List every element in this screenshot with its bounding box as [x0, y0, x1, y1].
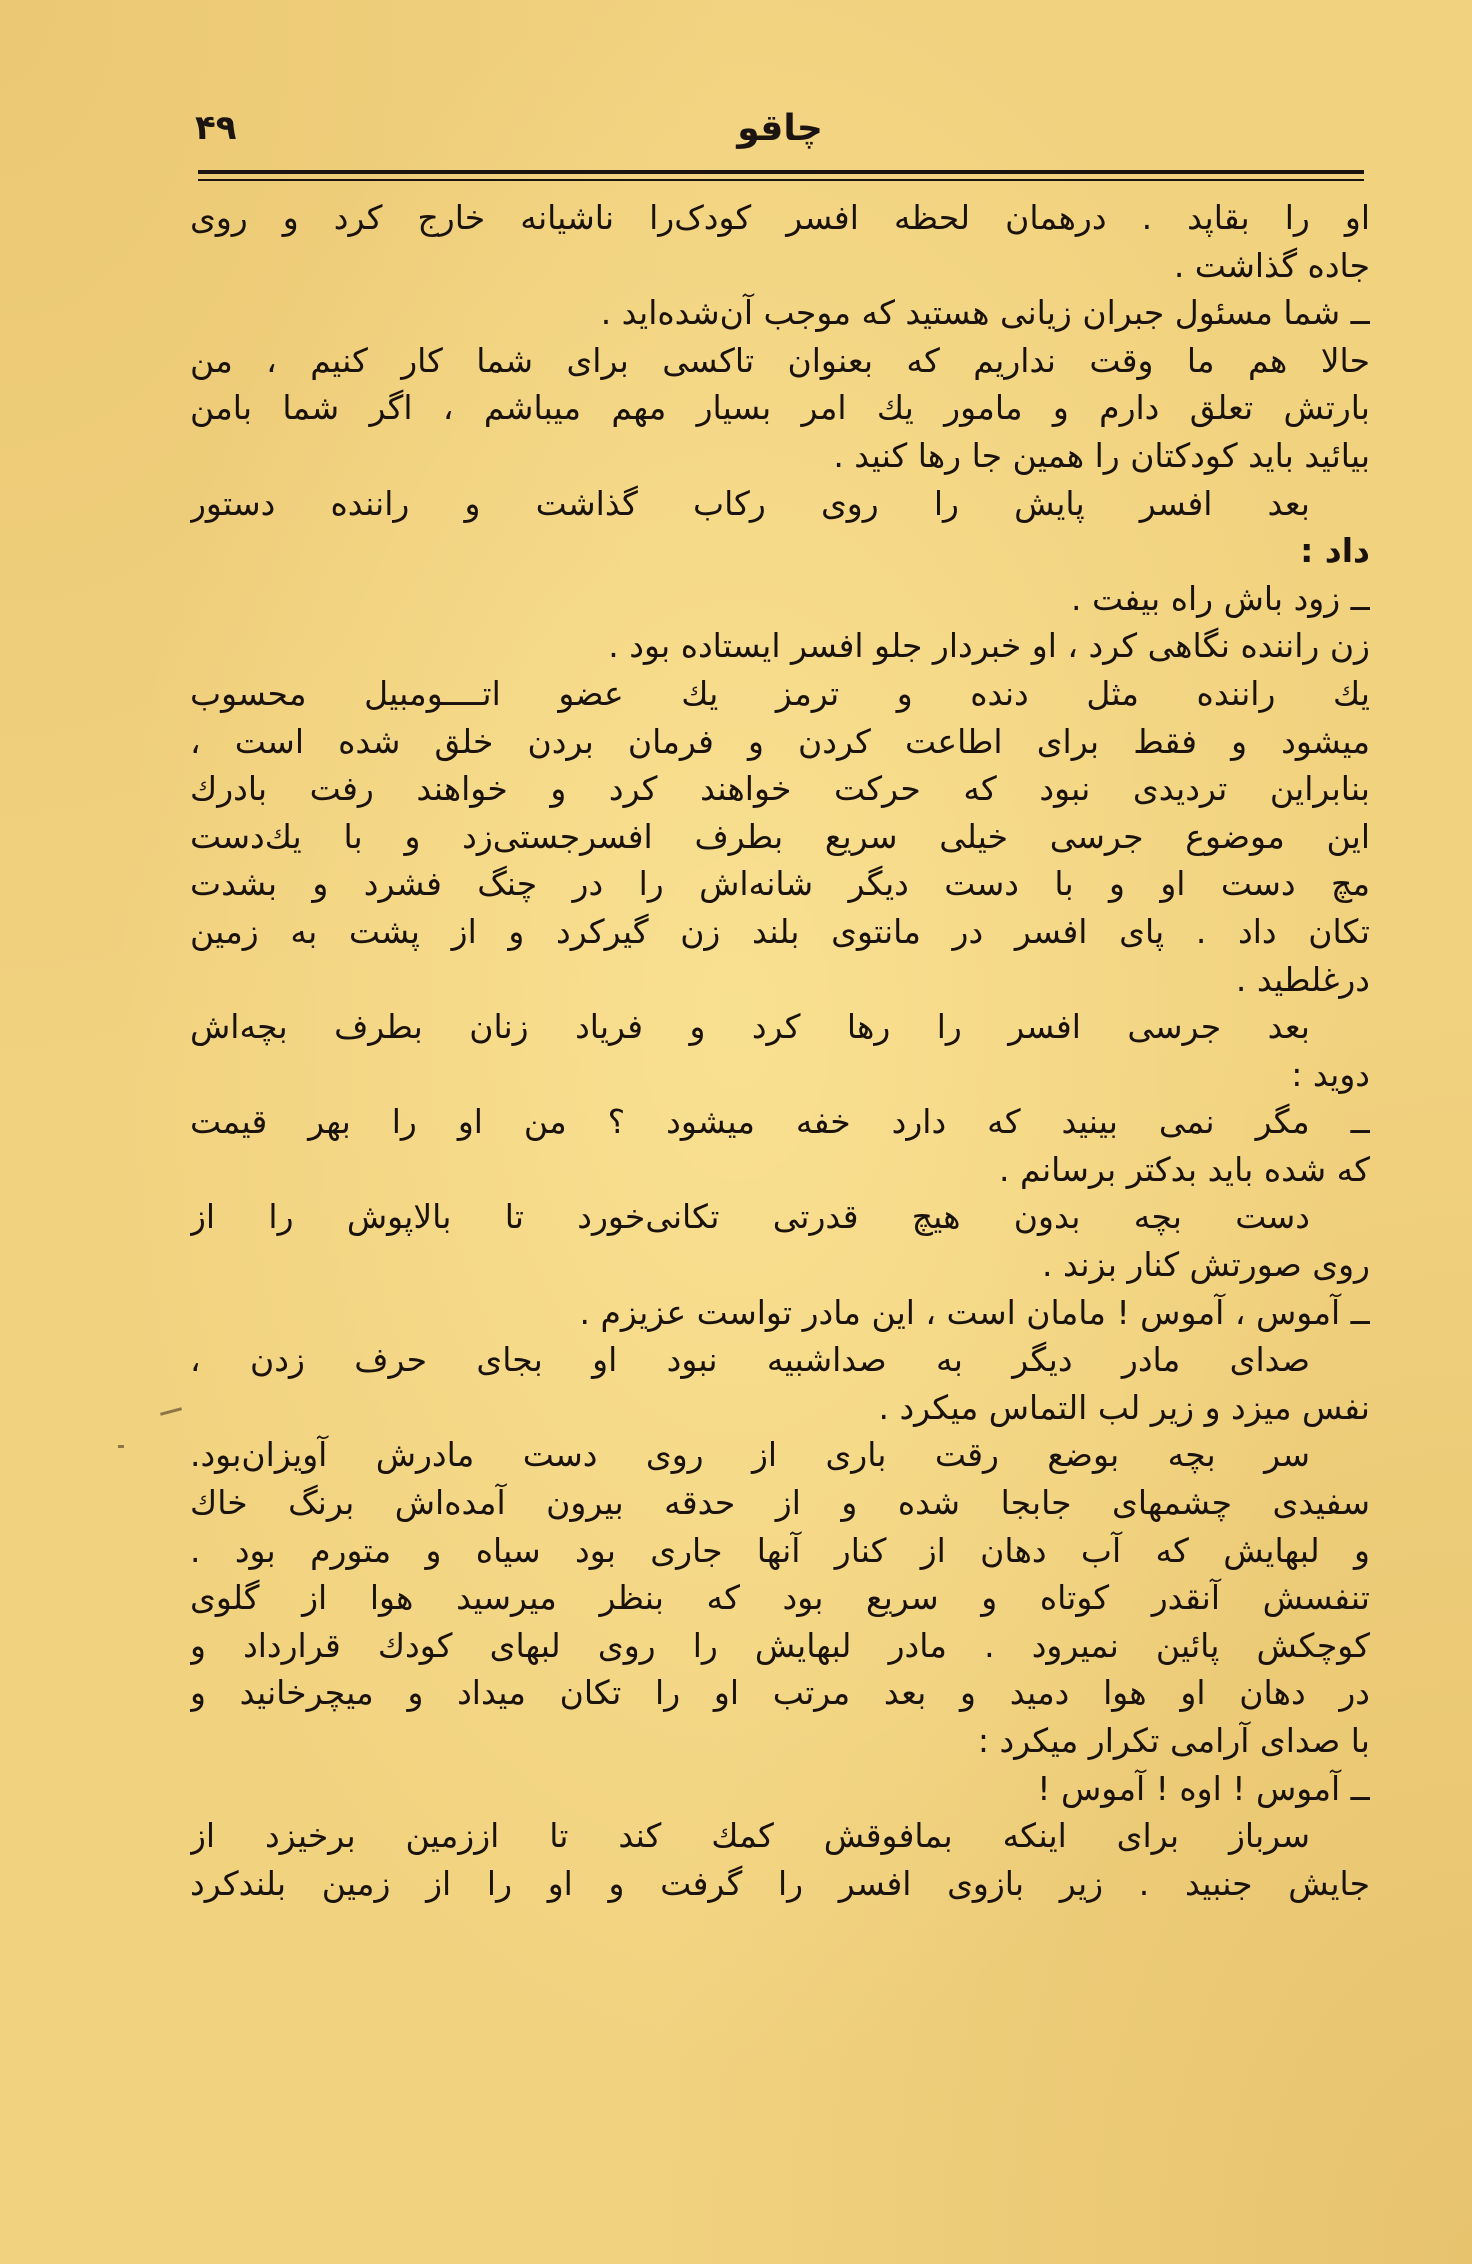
text-line: بعد افسر پایش را روی رکاب گذاشت و راننده دستور — [190, 483, 1310, 523]
running-title: چاقو — [737, 108, 823, 149]
text-line: بیائید باید کودکتان را همین جا رها کنید . — [833, 435, 1370, 475]
text-line: کوچکش پائین نمیرود . مادر لبهایش را روی لبهای کودك قرارداد و — [190, 1625, 1370, 1665]
text-line: ــ آموس ، آموس ! مامان است ، این مادر تواست عزیزم . — [579, 1292, 1370, 1332]
text-line: تنفسش آنقدر کوتاه و سریع بود که بنظر میرسید هوا از گلوی — [190, 1578, 1370, 1618]
text-line: بارتش تعلق دارم و مامور یك امر بسیار مهم میباشم ، اگر شما بامن — [190, 388, 1370, 428]
text-line: دست بچه بدون هیچ قدرتی تکانی‌خورد تا بالاپوش را از — [190, 1197, 1310, 1237]
text-line: ــ آموس ! اوه ! آموس ! — [1037, 1768, 1370, 1808]
text-line: جاده گذاشت . — [1173, 245, 1370, 285]
text-line: حالا هم ما وقت نداریم که بعنوان تاکسی برای شما کار کنیم ، من — [190, 340, 1370, 380]
text-line: درغلطید . — [1235, 959, 1370, 999]
text-line: بعد جرسی افسر را رها کرد و فریاد زنان بطرف بچه‌اش — [190, 1007, 1310, 1047]
text-line: ــ مگر نمی بینید که دارد خفه میشود ؟ من او را بهر قیمت — [190, 1102, 1370, 1142]
page-header — [195, 108, 1365, 168]
text-line: روی صورتش کنار بزند . — [1042, 1245, 1370, 1285]
text-line: که شده باید بدکتر برسانم . — [999, 1149, 1370, 1189]
text-line: سفیدی چشمهای جابجا شده و از حدقه بیرون آمده‌اش برنگ خاك — [190, 1483, 1370, 1523]
margin-mark — [118, 1445, 124, 1448]
page-number: ۴۹ — [195, 108, 237, 148]
text-line: او را بقاپد . درهمان لحظه افسر کودک‌را ناشیانه خارج کرد و روی — [190, 198, 1370, 237]
text-line: ــ شما مسئول جبران زیانی هستید که موجب آن‌شده‌اید . — [600, 293, 1370, 333]
text-line: جایش جنبید . زیر بازوی افسر را گرفت و او را از زمین بلندکرد — [190, 1863, 1370, 1903]
text-line: ــ زود باش راه بیفت . — [1071, 578, 1370, 618]
text-line: نفس میزد و زیر لب التماس میکرد . — [878, 1387, 1370, 1427]
body-text — [190, 194, 1370, 1907]
text-line: داد : — [1300, 531, 1370, 571]
text-line: بنابراین تردیدی نبود که حرکت خواهند کرد و خواهند رفت بادرك — [190, 769, 1370, 809]
text-line: سرباز برای اینکه بمافوقش کمك کند تا اززمین برخیزد از — [190, 1816, 1310, 1856]
text-line: تکان داد . پای افسر در مانتوی بلند زن گیرکرد و از پشت به زمین — [190, 911, 1370, 951]
text-line: صدای مادر دیگر به صداشبیه نبود او بجای حرف زدن ، — [190, 1340, 1310, 1380]
header-rule-thin — [198, 179, 1364, 181]
text-line: و لبهایش که آب دهان از کنار آنها جاری بود سیاه و متورم بود . — [190, 1530, 1370, 1570]
text-line: این موضوع جرسی خیلی سریع بطرف افسرجستی‌زد و با یك‌دست — [190, 816, 1370, 856]
text-line: در دهان او هوا دمید و بعد مرتب او را تکان میداد و میچرخانید و — [190, 1673, 1370, 1713]
text-line: با صدای آرامی تکرار میکرد : — [977, 1721, 1370, 1760]
text-line: دوید : — [1291, 1054, 1370, 1094]
text-line: زن راننده نگاهی کرد ، او خبردار جلو افسر ایستاده بود . — [608, 626, 1370, 666]
header-rule-thick — [198, 170, 1364, 174]
text-line: مچ دست او و با دست دیگر شانه‌اش را در چنگ فشرد و بشدت — [190, 864, 1370, 904]
margin-mark — [160, 1407, 182, 1416]
text-line: یك راننده مثل دنده و ترمز یك عضو اتــــومبیل محسوب — [190, 673, 1370, 713]
text-line: میشود و فقط برای اطاعت کردن و فرمان بردن خلق شده است ، — [190, 721, 1370, 761]
text-line: سر بچه بوضع رقت باری از روی دست مادرش آویزان‌بود. — [190, 1435, 1310, 1475]
